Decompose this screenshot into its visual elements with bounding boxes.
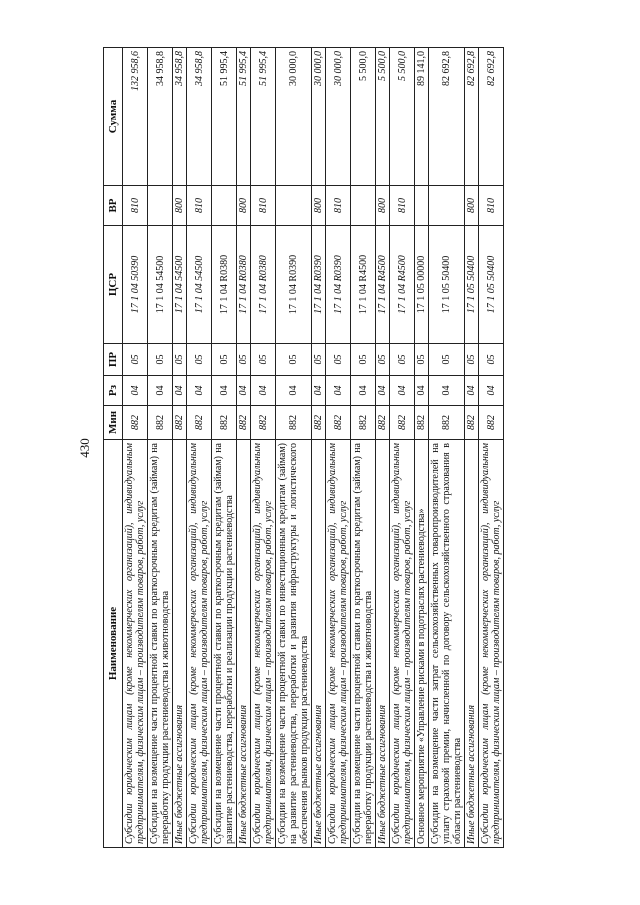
table-row (123, 48, 148, 848)
cell-sum: 89 141,0 (415, 48, 429, 186)
header-csr: ЦСР (104, 226, 123, 344)
budget-table (103, 47, 504, 848)
cell-csr: 17 1 05 00000 (415, 226, 429, 344)
cell-vr: 810 (390, 186, 415, 226)
cell-pr: 05 (187, 344, 212, 376)
cell-rz: 04 (376, 376, 390, 406)
cell-vr (276, 186, 312, 226)
cell-csr: 17 1 04 54500 (173, 226, 187, 344)
cell-min: 882 (429, 406, 465, 440)
table-row (376, 48, 390, 848)
cell-name: Субсидии юридическим лицам (кроме некоммерческих организаций), индивидуальным предпринимателям, физическим лицам – производителям товаров, работ, услуг (187, 440, 212, 848)
table-row (390, 48, 415, 848)
cell-min: 882 (312, 406, 326, 440)
cell-name: Основное мероприятие «Управление рисками в подотраслях растениеводства» (415, 440, 429, 848)
cell-rz: 04 (212, 376, 237, 406)
cell-pr: 05 (415, 344, 429, 376)
cell-vr: 800 (237, 186, 251, 226)
cell-sum: 82 692,8 (465, 48, 479, 186)
header-min: Мин (104, 406, 123, 440)
cell-min: 882 (376, 406, 390, 440)
cell-rz: 04 (251, 376, 276, 406)
cell-min: 882 (237, 406, 251, 440)
cell-rz: 04 (173, 376, 187, 406)
cell-sum: 34 958,8 (148, 48, 173, 186)
cell-csr: 17 1 04 R0390 (326, 226, 351, 344)
cell-name: Субсидии на возмещение части затрат сельскохозяйственных товаропроизводителей на уплату страховой премии, начисленной по договору сельскохозяйственного страхования в области растениеводства (429, 440, 465, 848)
cell-pr: 05 (251, 344, 276, 376)
table-row (312, 48, 326, 848)
table-row (415, 48, 429, 848)
cell-name: Иные бюджетные ассигнования (237, 440, 251, 848)
cell-min: 882 (415, 406, 429, 440)
cell-csr: 17 1 05 50400 (429, 226, 465, 344)
cell-pr: 05 (173, 344, 187, 376)
cell-min: 882 (326, 406, 351, 440)
cell-vr: 800 (312, 186, 326, 226)
cell-min: 882 (173, 406, 187, 440)
cell-sum: 5 500,0 (390, 48, 415, 186)
cell-vr: 800 (376, 186, 390, 226)
cell-min: 882 (479, 406, 504, 440)
cell-vr: 810 (479, 186, 504, 226)
cell-rz: 04 (326, 376, 351, 406)
cell-rz: 04 (351, 376, 376, 406)
cell-vr (415, 186, 429, 226)
rotated-table-sheet (103, 48, 559, 848)
cell-pr: 05 (376, 344, 390, 376)
cell-csr: 17 1 05 50400 (465, 226, 479, 344)
cell-min: 882 (465, 406, 479, 440)
cell-name: Субсидии юридическим лицам (кроме некоммерческих организаций), индивидуальным предпринимателям, физическим лицам – производителям товаров, работ, услуг (251, 440, 276, 848)
cell-sum: 30 000,0 (326, 48, 351, 186)
table-row (251, 48, 276, 848)
cell-min: 882 (276, 406, 312, 440)
header-pr: ПР (104, 344, 123, 376)
cell-csr: 17 1 04 R0380 (251, 226, 276, 344)
cell-sum: 5 500,0 (376, 48, 390, 186)
table-row (326, 48, 351, 848)
header-sum: Сумма (104, 48, 123, 186)
cell-vr: 810 (326, 186, 351, 226)
cell-pr: 05 (390, 344, 415, 376)
table-row (351, 48, 376, 848)
table-row (465, 48, 479, 848)
table-row (479, 48, 504, 848)
cell-vr (148, 186, 173, 226)
cell-name: Иные бюджетные ассигнования (312, 440, 326, 848)
cell-rz: 04 (187, 376, 212, 406)
cell-name: Субсидии на возмещение части процентной ставки по краткосрочным кредитам (займам) на развитие растениеводства, переработки и реализации продукции растениеводства (212, 440, 237, 848)
cell-pr: 05 (351, 344, 376, 376)
header-vr: ВР (104, 186, 123, 226)
cell-rz: 04 (479, 376, 504, 406)
cell-pr: 05 (123, 344, 148, 376)
cell-sum: 30 000,0 (276, 48, 312, 186)
cell-name: Субсидии на возмещение части процентной ставки по краткосрочным кредитам (займам) на переработку продукции растениеводства и животноводства (148, 440, 173, 848)
table-row (429, 48, 465, 848)
cell-pr: 05 (465, 344, 479, 376)
table-row (237, 48, 251, 848)
cell-pr: 05 (148, 344, 173, 376)
cell-min: 882 (351, 406, 376, 440)
header-name: Наименование (104, 440, 123, 848)
cell-sum: 51 995,4 (237, 48, 251, 186)
cell-min: 882 (123, 406, 148, 440)
cell-pr: 05 (479, 344, 504, 376)
cell-sum: 51 995,4 (212, 48, 237, 186)
cell-vr: 810 (123, 186, 148, 226)
cell-pr: 05 (326, 344, 351, 376)
cell-pr: 05 (312, 344, 326, 376)
cell-min: 882 (212, 406, 237, 440)
cell-rz: 04 (312, 376, 326, 406)
cell-csr: 17 1 04 R4500 (351, 226, 376, 344)
cell-sum: 5 500,0 (351, 48, 376, 186)
cell-sum: 51 995,4 (251, 48, 276, 186)
cell-pr: 05 (212, 344, 237, 376)
cell-sum: 132 958,6 (123, 48, 148, 186)
cell-csr: 17 1 05 50400 (479, 226, 504, 344)
table-row (148, 48, 173, 848)
cell-csr: 17 1 04 54500 (148, 226, 173, 344)
cell-sum: 30 000,0 (312, 48, 326, 186)
cell-csr: 17 1 04 R0380 (212, 226, 237, 344)
cell-name: Субсидии юридическим лицам (кроме некоммерческих организаций), индивидуальным предпринимателям, физическим лицам – производителям товаров, работ, услуг (326, 440, 351, 848)
cell-name: Иные бюджетные ассигнования (465, 440, 479, 848)
table-row (212, 48, 237, 848)
cell-vr: 800 (465, 186, 479, 226)
cell-csr: 17 1 04 R0390 (312, 226, 326, 344)
cell-name: Субсидии на возмещение части процентной ставки по краткосрочным кредитам (займам) на переработку продукции растениеводства и животноводства (351, 440, 376, 848)
cell-sum: 34 958,8 (187, 48, 212, 186)
table-row (276, 48, 312, 848)
cell-pr: 05 (429, 344, 465, 376)
cell-csr: 17 1 04 R0390 (276, 226, 312, 344)
cell-pr: 05 (276, 344, 312, 376)
header-rz: Рз (104, 376, 123, 406)
cell-min: 882 (148, 406, 173, 440)
cell-sum: 34 958,8 (173, 48, 187, 186)
table-row (187, 48, 212, 848)
cell-rz: 04 (237, 376, 251, 406)
cell-name: Субсидии юридическим лицам (кроме некоммерческих организаций), индивидуальным предпринимателям, физическим лицам – производителям товаров, работ, услуг (123, 440, 148, 848)
cell-sum: 82 692,8 (479, 48, 504, 186)
cell-min: 882 (187, 406, 212, 440)
cell-rz: 04 (415, 376, 429, 406)
cell-rz: 04 (465, 376, 479, 406)
cell-min: 882 (390, 406, 415, 440)
cell-rz: 04 (429, 376, 465, 406)
cell-name: Иные бюджетные ассигнования (173, 440, 187, 848)
cell-vr: 810 (251, 186, 276, 226)
cell-vr: 810 (187, 186, 212, 226)
cell-name: Субсидии юридическим лицам (кроме некоммерческих организаций), индивидуальным предпринимателям, физическим лицам – производителям товаров, работ, услуг (479, 440, 504, 848)
cell-sum: 82 692,8 (429, 48, 465, 186)
cell-vr (212, 186, 237, 226)
cell-csr: 17 1 04 50390 (123, 226, 148, 344)
cell-pr: 05 (237, 344, 251, 376)
cell-vr (429, 186, 465, 226)
cell-csr: 17 1 04 R4500 (390, 226, 415, 344)
table-header-row (104, 48, 123, 848)
table-row (173, 48, 187, 848)
cell-rz: 04 (390, 376, 415, 406)
cell-rz: 04 (148, 376, 173, 406)
cell-name: Субсидии юридическим лицам (кроме некоммерческих организаций), индивидуальным предпринимателям, физическим лицам – производителям товаров, работ, услуг (390, 440, 415, 848)
cell-vr (351, 186, 376, 226)
cell-rz: 04 (123, 376, 148, 406)
cell-vr: 800 (173, 186, 187, 226)
cell-rz: 04 (276, 376, 312, 406)
cell-name: Иные бюджетные ассигнования (376, 440, 390, 848)
cell-min: 882 (251, 406, 276, 440)
cell-name: Субсидии на возмещение части процентной ставки по инвестиционным кредитам (займам) на развитие растениеводства, переработки и развития инфраструктуры и логистического обеспечения рынков продукции растениеводства (276, 440, 312, 848)
cell-csr: 17 1 04 R0380 (237, 226, 251, 344)
page-number: 430 (77, 438, 92, 458)
cell-csr: 17 1 04 54500 (187, 226, 212, 344)
cell-csr: 17 1 04 R4500 (376, 226, 390, 344)
